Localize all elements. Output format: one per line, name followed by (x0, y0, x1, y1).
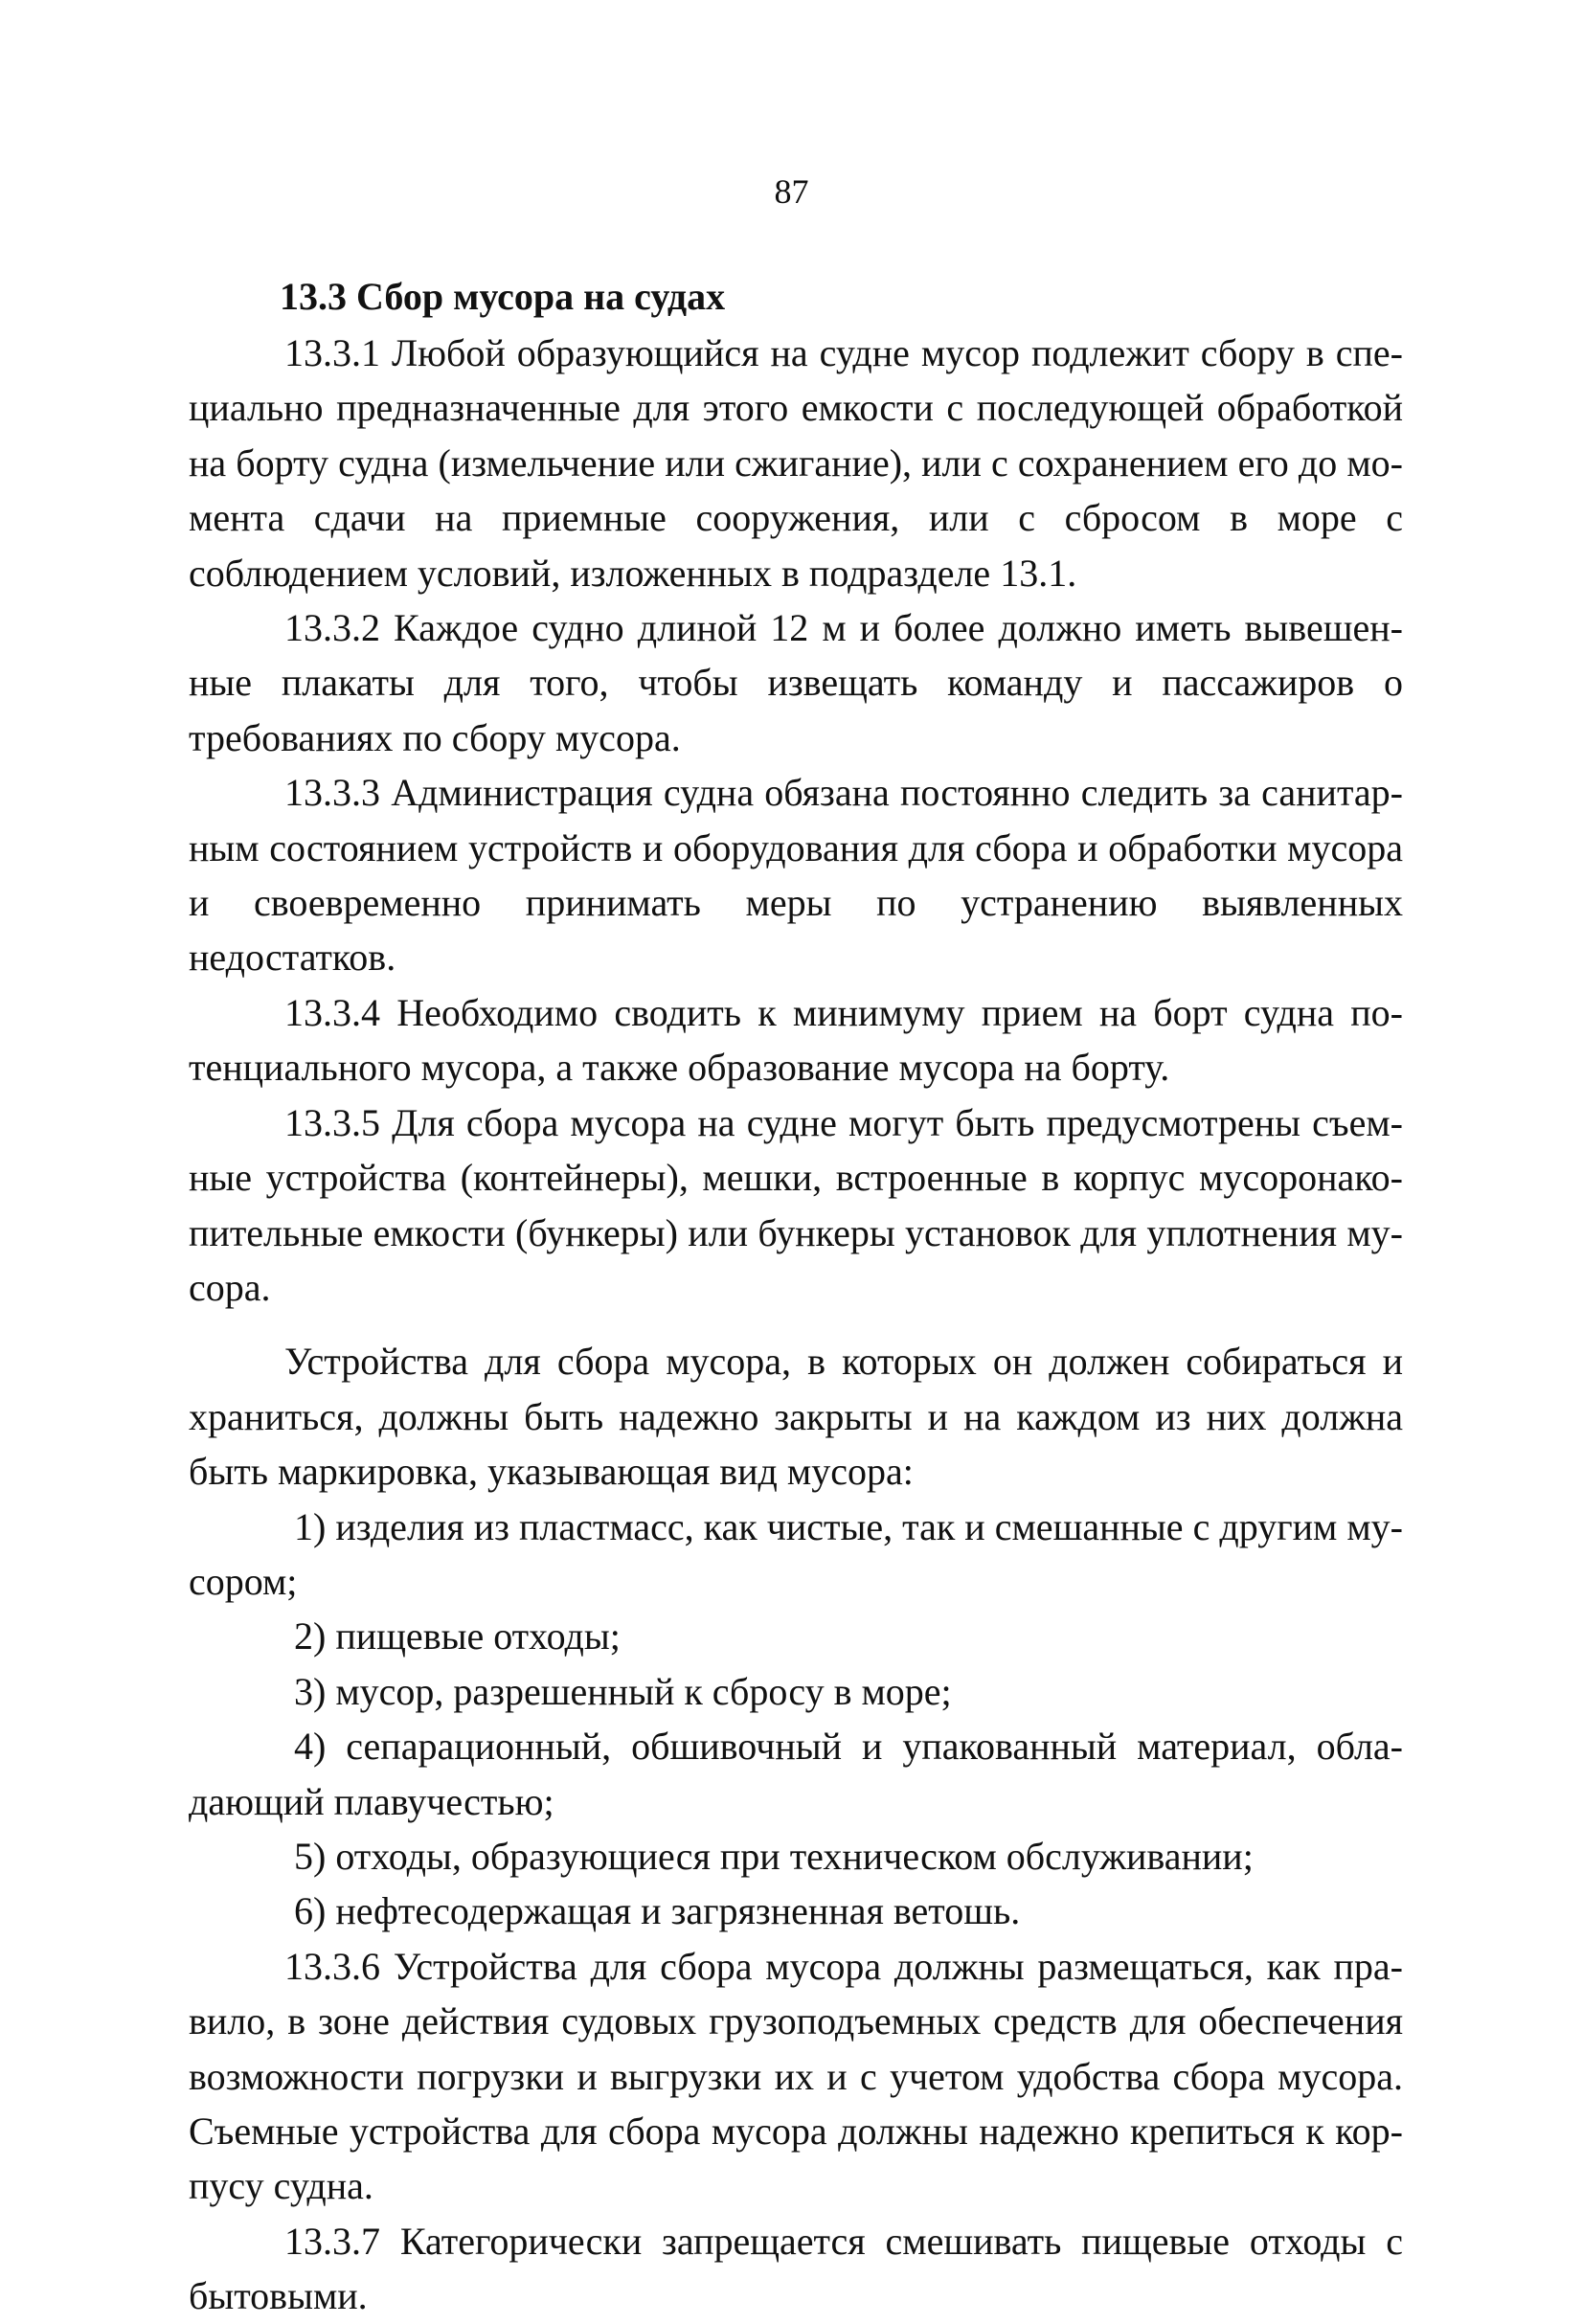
list-item: 4) сепарационный, обшивочный и упакованный материал, обладающий плавучестью; (189, 1725, 1403, 1823)
paragraph-13-3-4: 13.3.4 Необходимо сводить к минимуму прием на борт судна потенциального мусора, а также образование мусора на борту. (189, 990, 1403, 1090)
paragraph-13-3-3: 13.3.3 Администрация судна обязана постоянно следить за санитарным состоянием устройств и оборудования для сбора и обработки мусора и своевременно принимать меры по устранению выявленных недостатков. (189, 771, 1403, 980)
list-item: 3) мусор, разрешенный к сбросу в море; (294, 1669, 952, 1713)
list-item: 2) пищевые отходы; (294, 1614, 621, 1658)
paragraph-13-3-6: 13.3.6 Устройства для сбора мусора должны размещаться, как правило, в зоне действия судовых грузоподъемных средств для обеспечения возможности погрузки и выгрузки их и с учетом удобства сбора мусора. Съемные устройства для сбора мусора должны надежно крепиться к корпусу судна. (189, 1944, 1403, 2208)
paragraph-13-3-2: 13.3.2 Каждое судно длиной 12 м и более должно иметь вывешенные плакаты для того, чтобы извещать команду и пассажиров о требованиях по сбору мусора. (189, 606, 1403, 759)
document-body (189, 268, 1403, 2324)
paragraph-13-3-1: 13.3.1 Любой образующийся на судне мусор подлежит сбору в специально предназначенные для этого емкости с последующей обработкой на борту судна (измельчение или сжигание), или с сохранением его до момента сдачи на приемные сооружения, или с сбросом в море с соблюдением условий, изложенных в подразделе 13.1. (189, 331, 1403, 595)
section-title: 13.3 Сбор мусора на судах (280, 275, 726, 318)
paragraph-13-3-7: 13.3.7 Категорически запрещается смешивать пищевые отходы с бытовыми. (189, 2219, 1403, 2318)
paragraph-devices-intro: Устройства для сбора мусора, в которых он должен собираться и храниться, должны быть надежно закрыты и на каждом из них должна быть маркировка, указывающая вид мусора: (189, 1340, 1403, 1494)
paragraph-13-3-5: 13.3.5 Для сбора мусора на судне могут быть предусмотрены съемные устройства (контейнеры), мешки, встроенные в корпус мусоронакопительные емкости (бункеры) или бункеры установок для уплотнения мусора. (189, 1100, 1403, 1309)
page-number: 87 (774, 172, 809, 211)
list-item: 1) изделия из пластмасс, как чистые, так и смешанные с другим мусором; (189, 1504, 1403, 1603)
garbage-type-list (189, 1500, 1403, 1939)
list-item: 5) отходы, образующиеся при техническом обслуживании; (294, 1834, 1254, 1878)
list-item: 6) нефтесодержащая и загрязненная ветошь. (294, 1889, 1021, 1933)
